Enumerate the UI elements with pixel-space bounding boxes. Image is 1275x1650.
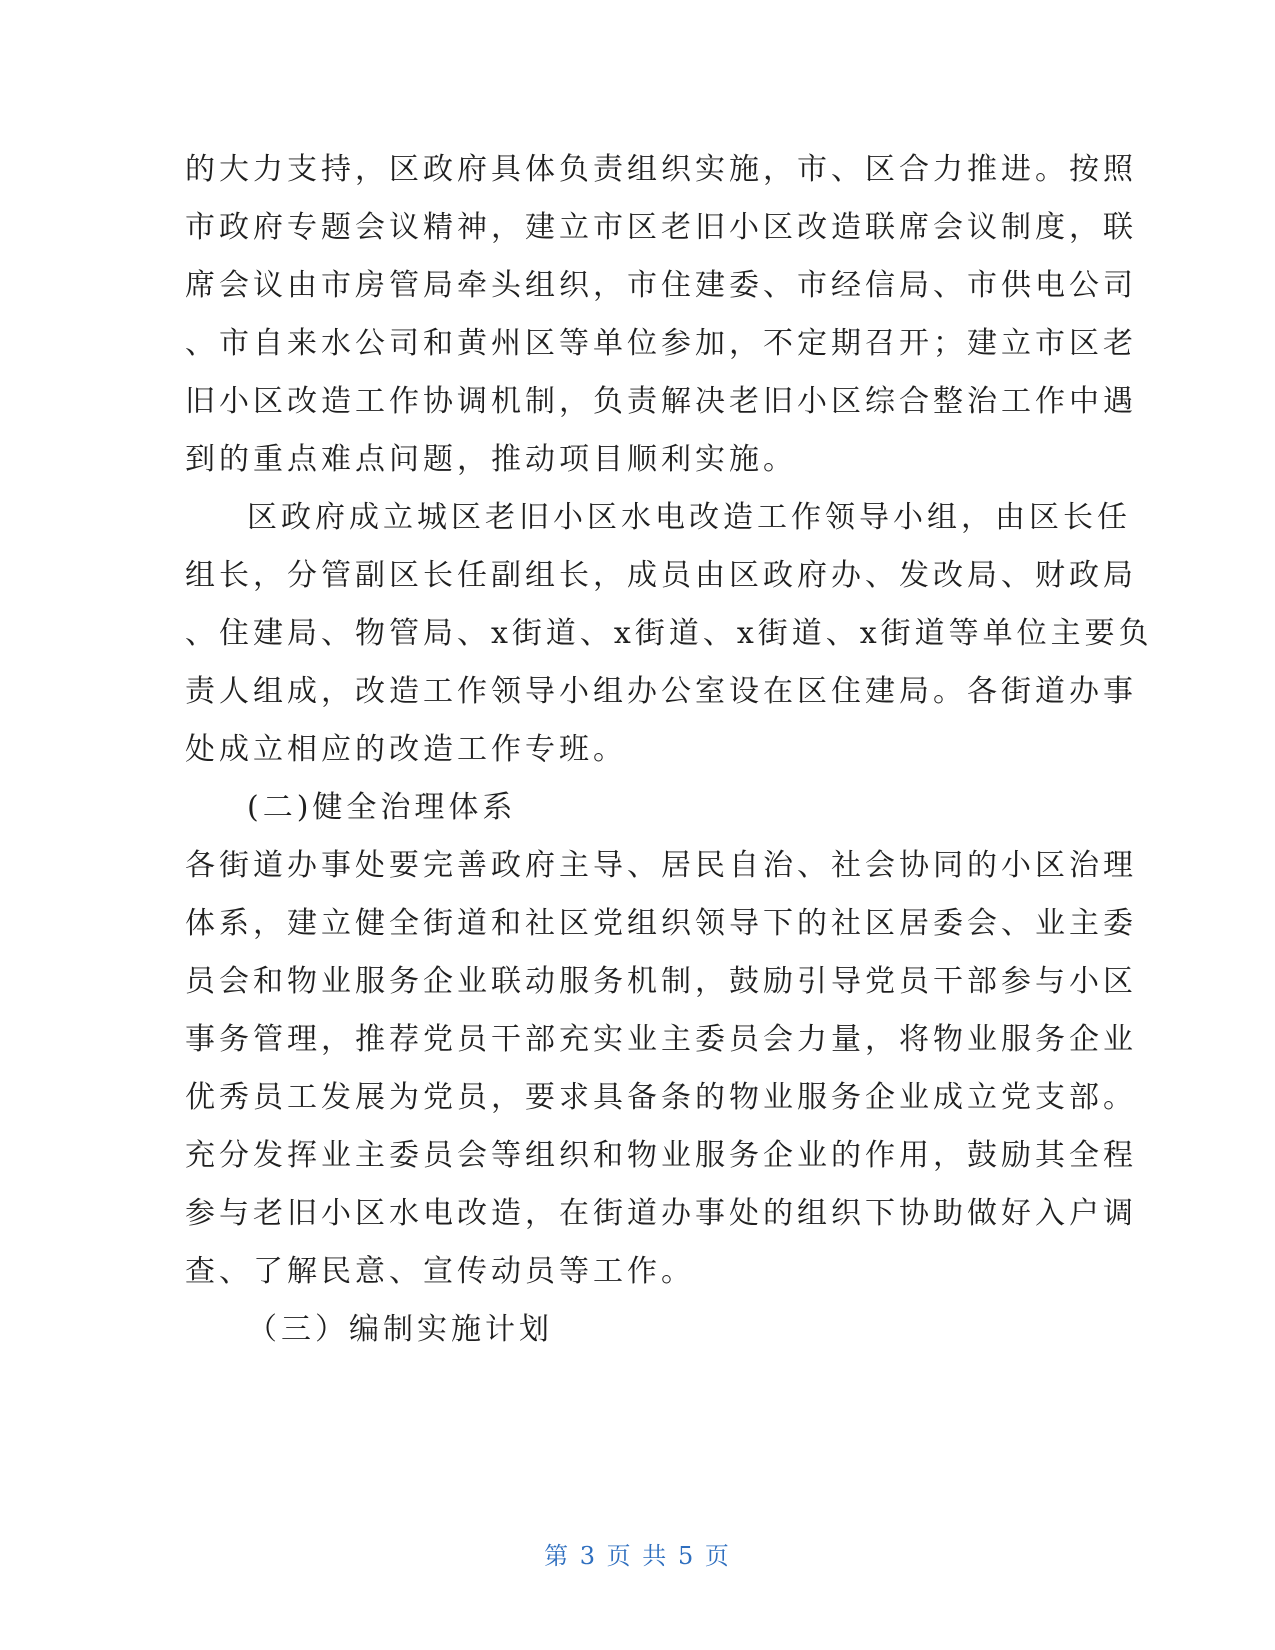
- paragraph-line: 的大力支持，区政府具体负责组织实施，市、区合力推进。按照: [185, 152, 1137, 187]
- paragraph-line: 市政府专题会议精神，建立市区老旧小区改造联席会议制度，联: [185, 210, 1137, 245]
- paragraph-line: 充分发挥业主委员会等组织和物业服务企业的作用，鼓励其全程: [185, 1138, 1137, 1173]
- paragraph-line: 处成立相应的改造工作专班。: [185, 732, 627, 767]
- section-heading: （三）编制实施计划: [247, 1312, 553, 1347]
- paragraph-line: 查、了解民意、宣传动员等工作。: [185, 1254, 695, 1289]
- paragraph-line: 责人组成，改造工作领导小组办公室设在区住建局。各街道办事: [185, 674, 1137, 709]
- page-number-footer: 第 3 页 共 5 页: [544, 1542, 731, 1570]
- document-body: [185, 141, 1153, 1359]
- paragraph-line: 、市自来水公司和黄州区等单位参加，不定期召开；建立市区老: [185, 326, 1137, 361]
- paragraph-line: 、住建局、物管局、x街道、x街道、x街道、x街道等单位主要负: [185, 616, 1153, 651]
- paragraph-line: 区政府成立城区老旧小区水电改造工作领导小组，由区长任: [247, 500, 1131, 535]
- paragraph-line: 组长，分管副区长任副组长，成员由区政府办、发改局、财政局: [185, 558, 1137, 593]
- paragraph-line: 各街道办事处要完善政府主导、居民自治、社会协同的小区治理: [185, 848, 1137, 883]
- paragraph-line: 席会议由市房管局牵头组织，市住建委、市经信局、市供电公司: [185, 268, 1137, 303]
- paragraph-line: 事务管理，推荐党员干部充实业主委员会力量，将物业服务企业: [185, 1022, 1137, 1057]
- paragraph-line: 到的重点难点问题，推动项目顺利实施。: [185, 442, 797, 477]
- paragraph-line: 旧小区改造工作协调机制，负责解决老旧小区综合整治工作中遇: [185, 384, 1137, 419]
- paragraph-line: 体系，建立健全街道和社区党组织领导下的社区居委会、业主委: [185, 906, 1137, 941]
- paragraph-line: 员会和物业服务企业联动服务机制，鼓励引导党员干部参与小区: [185, 964, 1137, 999]
- paragraph-line: 参与老旧小区水电改造，在街道办事处的组织下协助做好入户调: [185, 1196, 1137, 1231]
- paragraph-line: 优秀员工发展为党员，要求具备条的物业服务企业成立党支部。: [185, 1080, 1137, 1115]
- section-heading: (二)健全治理体系: [247, 790, 517, 825]
